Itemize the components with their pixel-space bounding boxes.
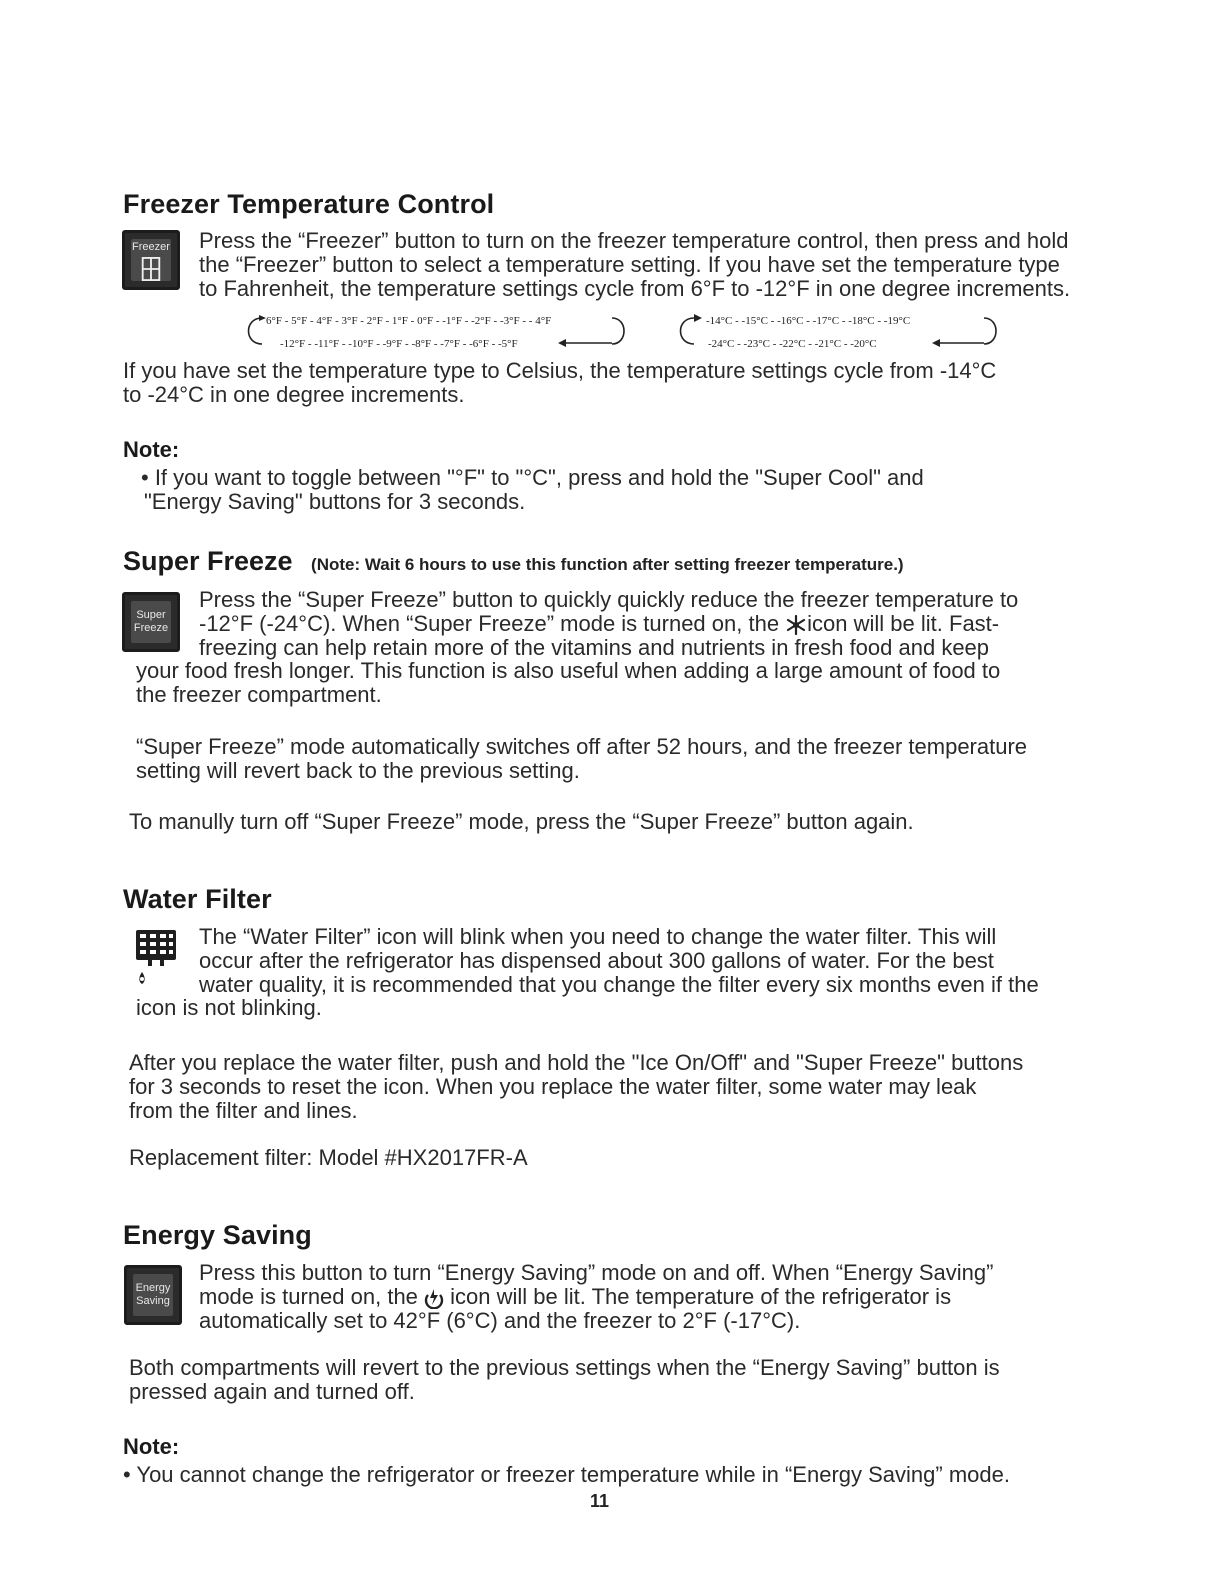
text-line: Replacement filter: Model #HX2017FR-A	[129, 1145, 528, 1170]
note-heading-1: Note:	[123, 437, 180, 462]
energy-saving-button-icon	[124, 1265, 182, 1325]
text-fragment: -12°F (-24°C). When “Super Freeze” mode is turned on, the	[199, 611, 786, 636]
waterfilter-paragraph-3	[129, 1146, 528, 1170]
text-line: Press this button to turn “Energy Saving” mode on and off. When “Energy Saving”	[199, 1260, 994, 1285]
waterfilter-paragraph-1a	[199, 925, 1039, 997]
text-line: Both compartments will revert to the previous settings when the “Energy Saving” button is	[129, 1355, 1000, 1380]
text-line: After you replace the water filter, push and hold the "Ice On/Off" and "Super Freeze" buttons	[129, 1050, 1024, 1075]
text-line: to Fahrenheit, the temperature settings cycle from 6°F to -12°F in one degree increments.	[199, 276, 1071, 301]
fahrenheit-cycle-top: 6°F - 5°F - 4°F - 3°F - 2°F - 1°F - 0°F - -1°F - -2°F - -3°F - - 4°F	[266, 315, 552, 327]
text-line: occur after the refrigerator has dispensed about 300 gallons of water. For the best	[199, 948, 994, 973]
text-line: water quality, it is recommended that you change the filter every six months even if the	[199, 972, 1039, 997]
water-filter-icon	[134, 928, 182, 986]
section-heading-superfreeze: Super Freeze	[123, 546, 293, 576]
freezer-button-icon	[122, 230, 180, 290]
text-line	[199, 1285, 993, 1309]
text-line: “Super Freeze” mode automatically switches off after 52 hours, and the freezer temperature	[136, 734, 1028, 759]
page-number: 11	[590, 1491, 610, 1511]
celsius-cycle-bottom: -24°C - -23°C - -22°C - -21°C - -20°C	[708, 338, 877, 350]
text-line: To manully turn off “Super Freeze” mode, press the “Super Freeze” button again.	[129, 809, 914, 834]
waterfilter-paragraph-1b	[136, 996, 322, 1020]
energy-icon-label-2: Saving	[136, 1295, 170, 1307]
superfreeze-paragraph-3	[129, 810, 914, 834]
superfreeze-paragraph-1a	[199, 588, 1018, 660]
text-line: the freezer compartment.	[136, 682, 382, 707]
text-line: from the filter and lines.	[129, 1098, 358, 1123]
text-line: freezing can help retain more of the vitamins and nutrients in fresh food and keep	[199, 635, 990, 660]
snowflake-icon	[785, 615, 807, 635]
text-line: If you have set the temperature type to Celsius, the temperature settings cycle from -14°C	[123, 358, 997, 383]
text-line: Press the “Super Freeze” button to quickly quickly reduce the freezer temperature to	[199, 587, 1019, 612]
text-fragment: mode is turned on, the	[199, 1284, 425, 1309]
waterfilter-paragraph-2	[129, 1051, 1023, 1123]
celsius-cycle-top: -14°C - -15°C - -16°C - -17°C - -18°C - -19°C	[706, 315, 911, 327]
energy-paragraph-1	[199, 1261, 993, 1333]
superfreeze-button-icon	[122, 592, 180, 652]
freezer-paragraph-2	[123, 359, 996, 407]
text-line: pressed again and turned off.	[129, 1379, 415, 1404]
text-fragment: icon will be lit. The temperature of the refrigerator is	[444, 1284, 952, 1309]
text-line: setting will revert back to the previous setting.	[136, 758, 580, 783]
superfreeze-icon-label-1: Super	[136, 609, 166, 621]
text-line: automatically set to 42°F (6°C) and the freezer to 2°F (-17°C).	[199, 1308, 801, 1334]
fahrenheit-cycle-diagram	[240, 312, 640, 352]
freezer-icon-label: Freezer	[132, 241, 170, 253]
text-line: • You cannot change the refrigerator or freezer temperature while in “Energy Saving” mode.	[123, 1462, 1010, 1487]
energy-saving-icon	[424, 1287, 444, 1309]
note-2-text	[123, 1463, 1010, 1487]
text-line: The “Water Filter” icon will blink when you need to change the water filter. This will	[199, 924, 997, 949]
note-heading-2: Note:	[123, 1434, 180, 1459]
text-line	[199, 612, 1018, 636]
freezer-paragraph-1	[199, 229, 1070, 301]
section-heading-energy: Energy Saving	[123, 1220, 312, 1250]
text-line: "Energy Saving" buttons for 3 seconds.	[144, 489, 526, 514]
text-line: to -24°C in one degree increments.	[123, 382, 465, 407]
text-line: icon is not blinking.	[136, 995, 322, 1020]
superfreeze-paragraph-1b	[136, 659, 1000, 707]
superfreeze-note: (Note: Wait 6 hours to use this function after setting freezer temperature.)	[311, 555, 904, 574]
superfreeze-icon-label-2: Freeze	[133, 622, 169, 634]
celsius-cycle-diagram	[672, 312, 1012, 352]
text-line: • If you want to toggle between "°F" to "°C", press and hold the "Super Cool" and	[141, 465, 924, 490]
energy-icon-label-1: Energy	[135, 1282, 171, 1294]
section-heading-freezer: Freezer Temperature Control	[123, 189, 495, 219]
text-fragment: icon will be lit. Fast-	[807, 611, 1000, 636]
text-line: the “Freezer” button to select a temperature setting. If you have set the temperature type	[199, 252, 1060, 277]
fahrenheit-cycle-bottom: -12°F - -11°F - -10°F - -9°F - -8°F - -7°F - -6°F - -5°F	[280, 338, 518, 350]
text-line: Press the “Freezer” button to turn on the freezer temperature control, then press and hold	[199, 228, 1069, 253]
energy-paragraph-2	[129, 1356, 1000, 1404]
section-heading-waterfilter: Water Filter	[123, 884, 272, 914]
text-line: your food fresh longer. This function is also useful when adding a large amount of food to	[136, 658, 1001, 683]
text-line: for 3 seconds to reset the icon. When you replace the water filter, some water may leak	[129, 1074, 977, 1099]
note-1-text	[141, 466, 924, 514]
superfreeze-paragraph-2	[136, 735, 1027, 783]
freezer-door-icon	[140, 257, 162, 281]
superfreeze-heading-row	[123, 546, 904, 577]
